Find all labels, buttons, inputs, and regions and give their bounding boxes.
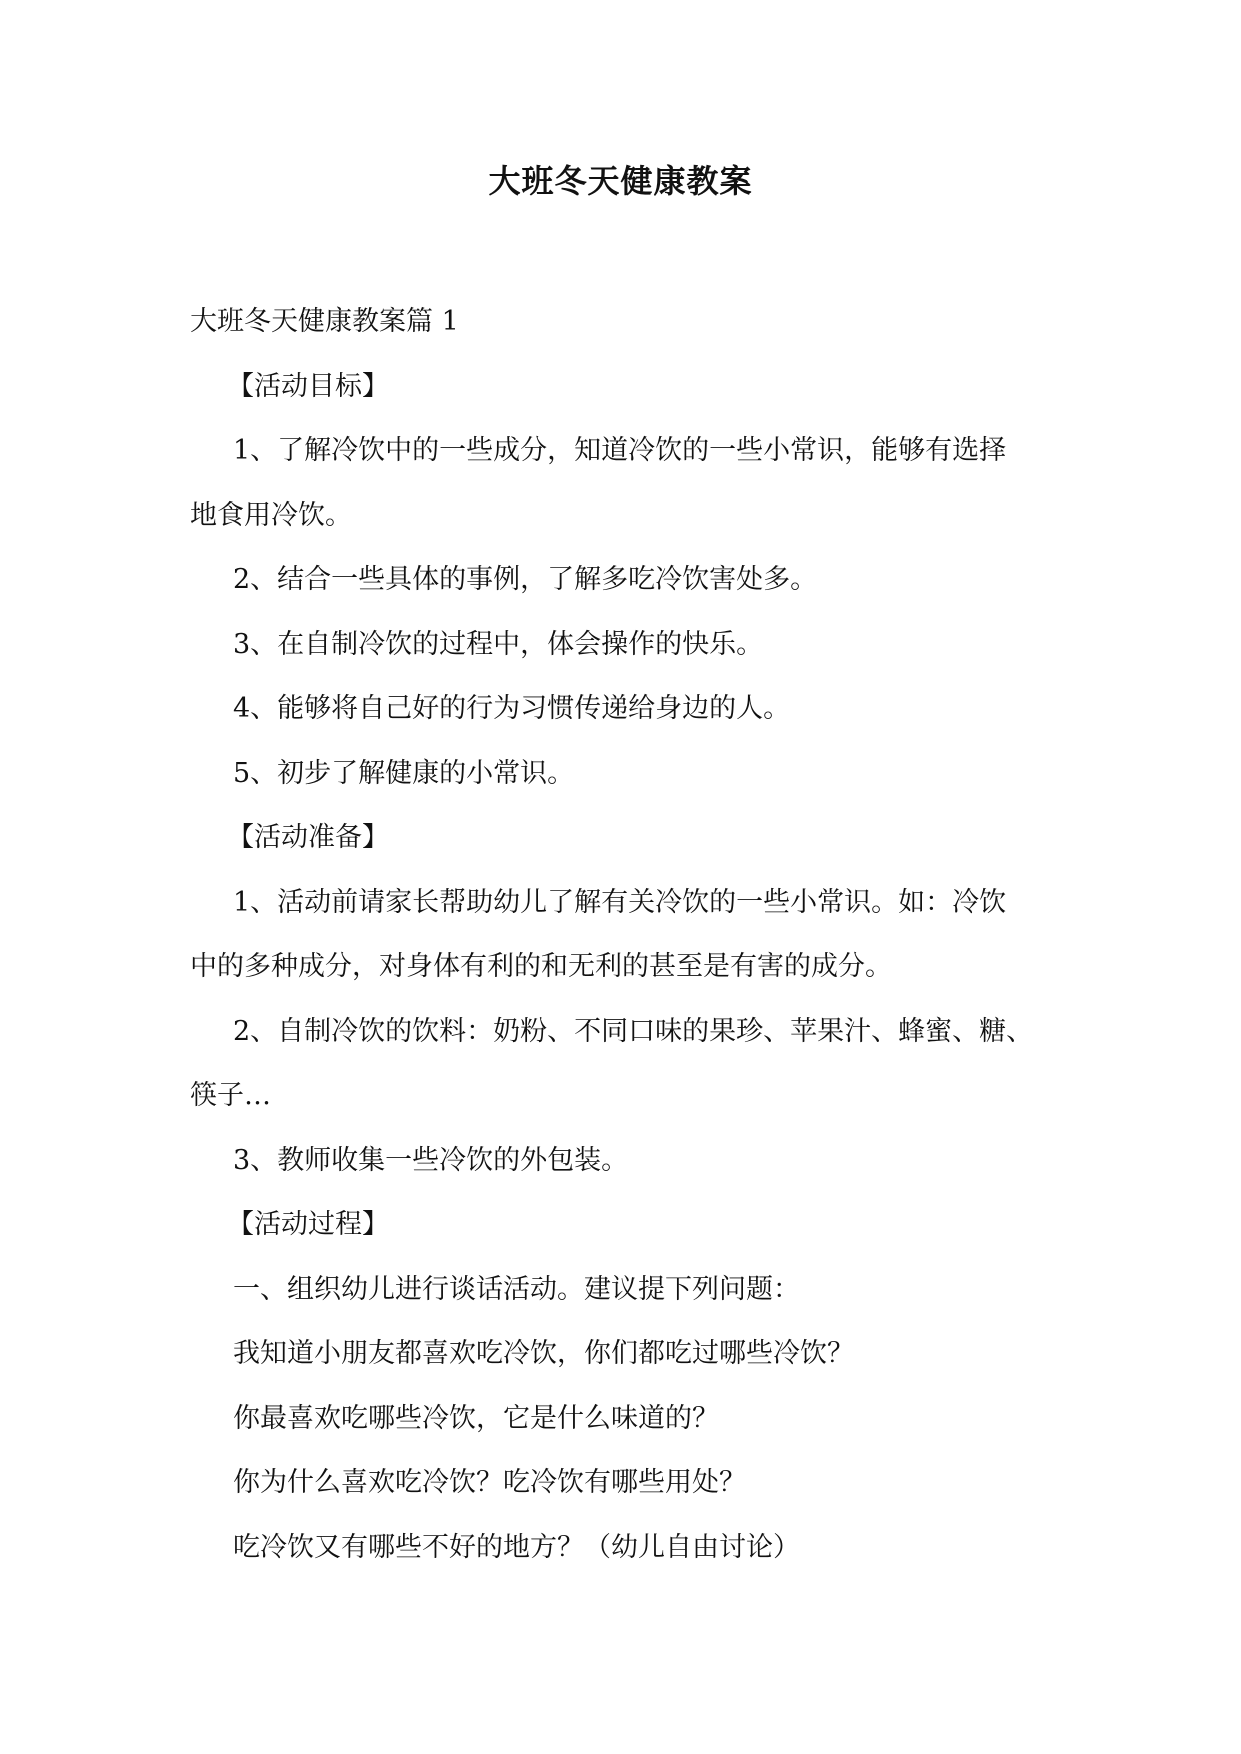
paragraph-line: 2、结合一些具体的事例，了解多吃冷饮害处多。 [233, 564, 818, 595]
paragraph-line: 4、能够将自己好的行为习惯传递给身边的人。 [233, 693, 791, 724]
document-title: 大班冬天健康教案 [488, 162, 753, 200]
document-body [190, 290, 1090, 1580]
subsection-heading: 【活动准备】 [227, 822, 389, 853]
paragraph-line: 你为什么喜欢吃冷饮？吃冷饮有哪些用处？ [233, 1467, 746, 1498]
paragraph-line: 我知道小朋友都喜欢吃冷饮，你们都吃过哪些冷饮？ [233, 1338, 854, 1369]
subsection-heading: 【活动目标】 [227, 370, 389, 402]
paragraph-line: 一、组织幼儿进行谈话活动。建议提下列问题： [233, 1273, 800, 1305]
paragraph-line: 3、教师收集一些冷饮的外包装。 [233, 1144, 629, 1176]
paragraph-line: 你最喜欢吃哪些冷饮，它是什么味道的？ [233, 1402, 719, 1434]
paragraph-line: 2、自制冷饮的饮料：奶粉、不同口味的果珍、苹果汁、蜂蜜、糖、 [233, 1015, 1034, 1047]
paragraph-line: 3、在自制冷饮的过程中，体会操作的快乐。 [233, 628, 764, 660]
paragraph-line: 1、了解冷饮中的一些成分，知道冷饮的一些小常识，能够有选择 [233, 435, 1007, 466]
section-heading: 大班冬天健康教案篇 1 [190, 306, 459, 337]
paragraph-line: 筷子… [190, 1080, 271, 1111]
paragraph-line: 吃冷饮又有哪些不好的地方？（幼儿自由讨论） [233, 1531, 800, 1563]
paragraph-line: 中的多种成分，对身体有利的和无利的甚至是有害的成分。 [190, 951, 892, 982]
paragraph-line: 地食用冷饮。 [190, 499, 352, 531]
paragraph-line: 1、活动前请家长帮助幼儿了解有关冷饮的一些小常识。如：冷饮 [233, 886, 1007, 918]
paragraph-line: 5、初步了解健康的小常识。 [233, 757, 575, 789]
subsection-heading: 【活动过程】 [227, 1209, 389, 1240]
